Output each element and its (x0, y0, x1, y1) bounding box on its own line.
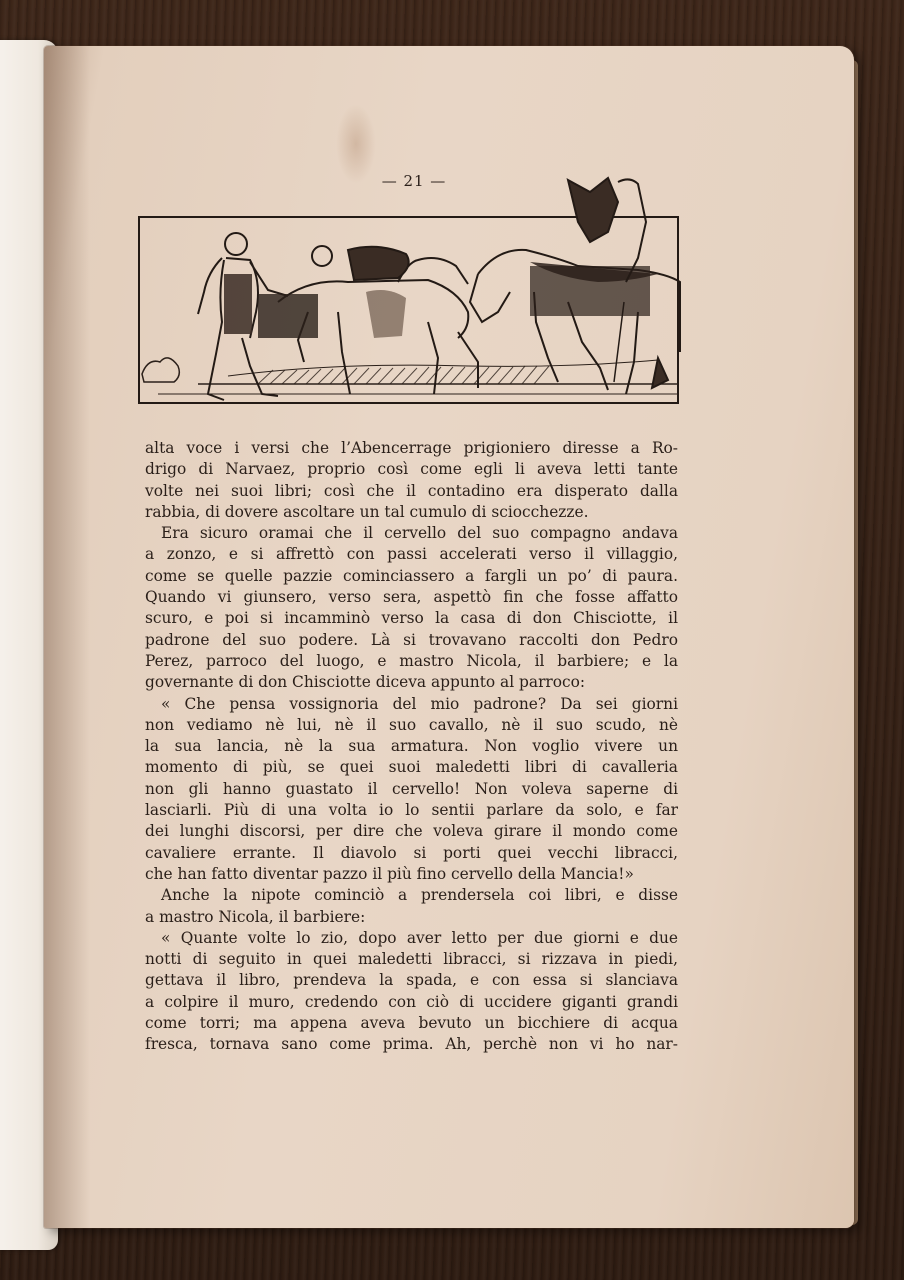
gutter-shadow (44, 46, 90, 1228)
text-line: rabbia, di dovere ascoltare un tal cumulo di sciocchezze. (145, 502, 589, 521)
text-line: che han fatto diventar pazzo il più fino cervello della Mancia!» (145, 864, 634, 883)
text-line: la sua lancia, nè la sua armatura. Non voglio vivere un (145, 737, 678, 756)
woodcut-illustration (138, 216, 679, 404)
text-line: come se quelle pazzie cominciassero a fargli un po’ di paura. (145, 566, 678, 585)
text-line: « Quante volte lo zio, dopo aver letto per due giorni e due (161, 928, 678, 947)
body-text (145, 438, 678, 1056)
text-line: non gli hanno guastato il cervello! Non voleva saperne di (145, 779, 678, 798)
text-line: Quando vi giunsero, verso sera, aspettò fin che fosse affatto (145, 588, 678, 607)
text-line: fresca, tornava sano come prima. Ah, perchè non vi ho nar- (145, 1035, 678, 1054)
text-line: a zonzo, e si affrettò con passi accelerati verso il villaggio, (145, 545, 678, 564)
text-line: volte nei suoi libri; così che il contadino era disperato dalla (145, 481, 678, 500)
text-line: a mastro Nicola, il barbiere: (145, 907, 366, 926)
text-line: scuro, e poi si incamminò verso la casa di don Chisciotte, il (145, 609, 678, 628)
text-line: « Che pensa vossignoria del mio padrone? Da sei giorni (161, 694, 678, 713)
text-line: cavaliere errante. Il diavolo si porti quei vecchi libracci, (145, 843, 678, 862)
page-number: — 21 — (381, 172, 447, 190)
text-line: Perez, parroco del luogo, e mastro Nicola, il barbiere; e la (145, 651, 678, 670)
text-line: dei lunghi discorsi, per dire che voleva girare il mondo come (145, 822, 678, 841)
donkey-rider (258, 246, 478, 394)
text-line: notti di seguito in quei maledetti libracci, si rizzava in piedi, (145, 950, 678, 969)
text-line: gettava il libro, prendeva la spada, e con essa si slanciava (145, 971, 678, 990)
text-line: Anche la nipote cominciò a prendersela coi libri, e disse (161, 886, 678, 905)
text-line: come torri; ma appena aveva bevuto un bicchiere di acqua (145, 1014, 678, 1033)
text-line: lasciarli. Più di una volta io lo sentii parlare da solo, e far (145, 801, 678, 820)
bush-shape (142, 358, 179, 382)
text-line: alta voce i versi che l’Abencerrage prigioniero diresse a Ro- (145, 439, 678, 457)
text-line: governante di don Chisciotte diceva appunto al parroco: (145, 673, 586, 692)
text-line: drigo di Narvaez, proprio così come egli li aveva letti tante (145, 460, 678, 479)
text-line: a colpire il muro, credendo con ciò di uccidere giganti grandi (145, 992, 678, 1011)
text-line: momento di più, se quei suoi maledetti libri di cavalleria (145, 758, 678, 777)
book-page (44, 46, 854, 1228)
text-line: non vediamo nè lui, nè il suo cavallo, nè il suo scudo, nè (145, 715, 678, 734)
text-line: padrone del suo podere. Là si trovavano raccolti don Pedro (145, 630, 678, 649)
horse-knight (470, 178, 680, 394)
illustration-drawing (138, 162, 683, 408)
ground-hatching (158, 360, 678, 394)
text-line: Era sicuro oramai che il cervello del suo compagno andava (161, 524, 678, 543)
